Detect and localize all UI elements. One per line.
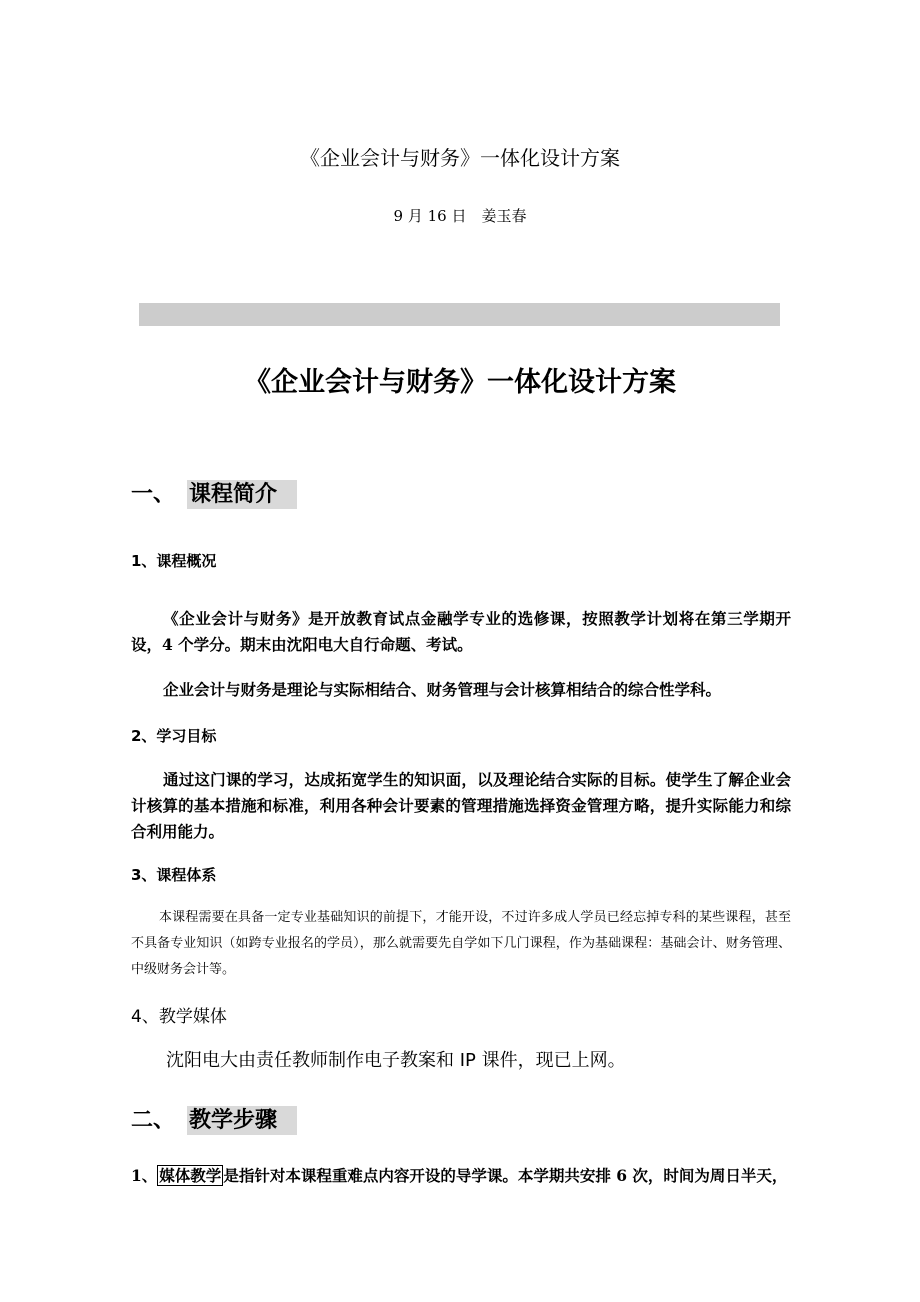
document-title-large: 《企业会计与财务》一体化设计方案 [244, 367, 676, 398]
document-title-small: 《企业会计与财务》一体化设计方案 [300, 146, 620, 170]
subheading-course-system: 3、课程体系 [131, 866, 217, 884]
subheading-teaching-media: 4、教学媒体 [131, 1007, 227, 1027]
paragraph-course-system: 本课程需要在具备一定专业基础知识的前提下，才能开设，不过许多成人学员已经忘掉专科的某些课程，甚至不具备专业知识（如跨专业报名的学员），那么就需要先自学如下几门课程，作为基础课程：基础会计、财务管理、中级财务会计等。 [131, 910, 791, 977]
step-1-line [131, 1164, 787, 1186]
subheading-learning-goals: 2、学习目标 [131, 727, 217, 745]
section-title: 课程简介 [187, 480, 297, 509]
paragraph-course-overview: 《企业会计与财务》是开放教育试点金融学专业的选修课，按照教学计划将在第三学期开设，4 个学分。期末由沈阳电大自行命题、考试。 [131, 609, 791, 654]
paragraph-course-nature: 企业会计与财务是理论与实际相结合、财务管理与会计核算相结合的综合性学科。 [163, 680, 722, 699]
subheading-course-overview: 1、课程概况 [131, 552, 217, 570]
step-text: 是指针对本课程重难点内容开设的导学课。本学期共安排 6 次，时间为周日半天， [223, 1166, 788, 1185]
section-number: 一、 [131, 482, 176, 507]
document-date-author: 9 月 16 日 姜玉春 [393, 207, 527, 225]
section-heading-2 [131, 1103, 297, 1134]
paragraph-learning-goals: 通过这门课的学习，达成拓宽学生的知识面，以及理论结合实际的目标。使学生了解企业会计核算的基本措施和标准，利用各种会计要素的管理措施选择资金管理方略，提升实际能力和综合利用能力。 [131, 770, 791, 841]
paragraph-teaching-media: 沈阳电大由责任教师制作电子教案和 IP 课件，现已上网。 [166, 1050, 626, 1071]
step-number: 1、 [131, 1166, 158, 1185]
section-number: 二、 [131, 1108, 176, 1133]
boxed-term: 媒体教学 [159, 1166, 222, 1185]
section-heading-1 [131, 477, 297, 508]
divider-bar [139, 303, 780, 326]
section-title: 教学步骤 [187, 1106, 297, 1135]
